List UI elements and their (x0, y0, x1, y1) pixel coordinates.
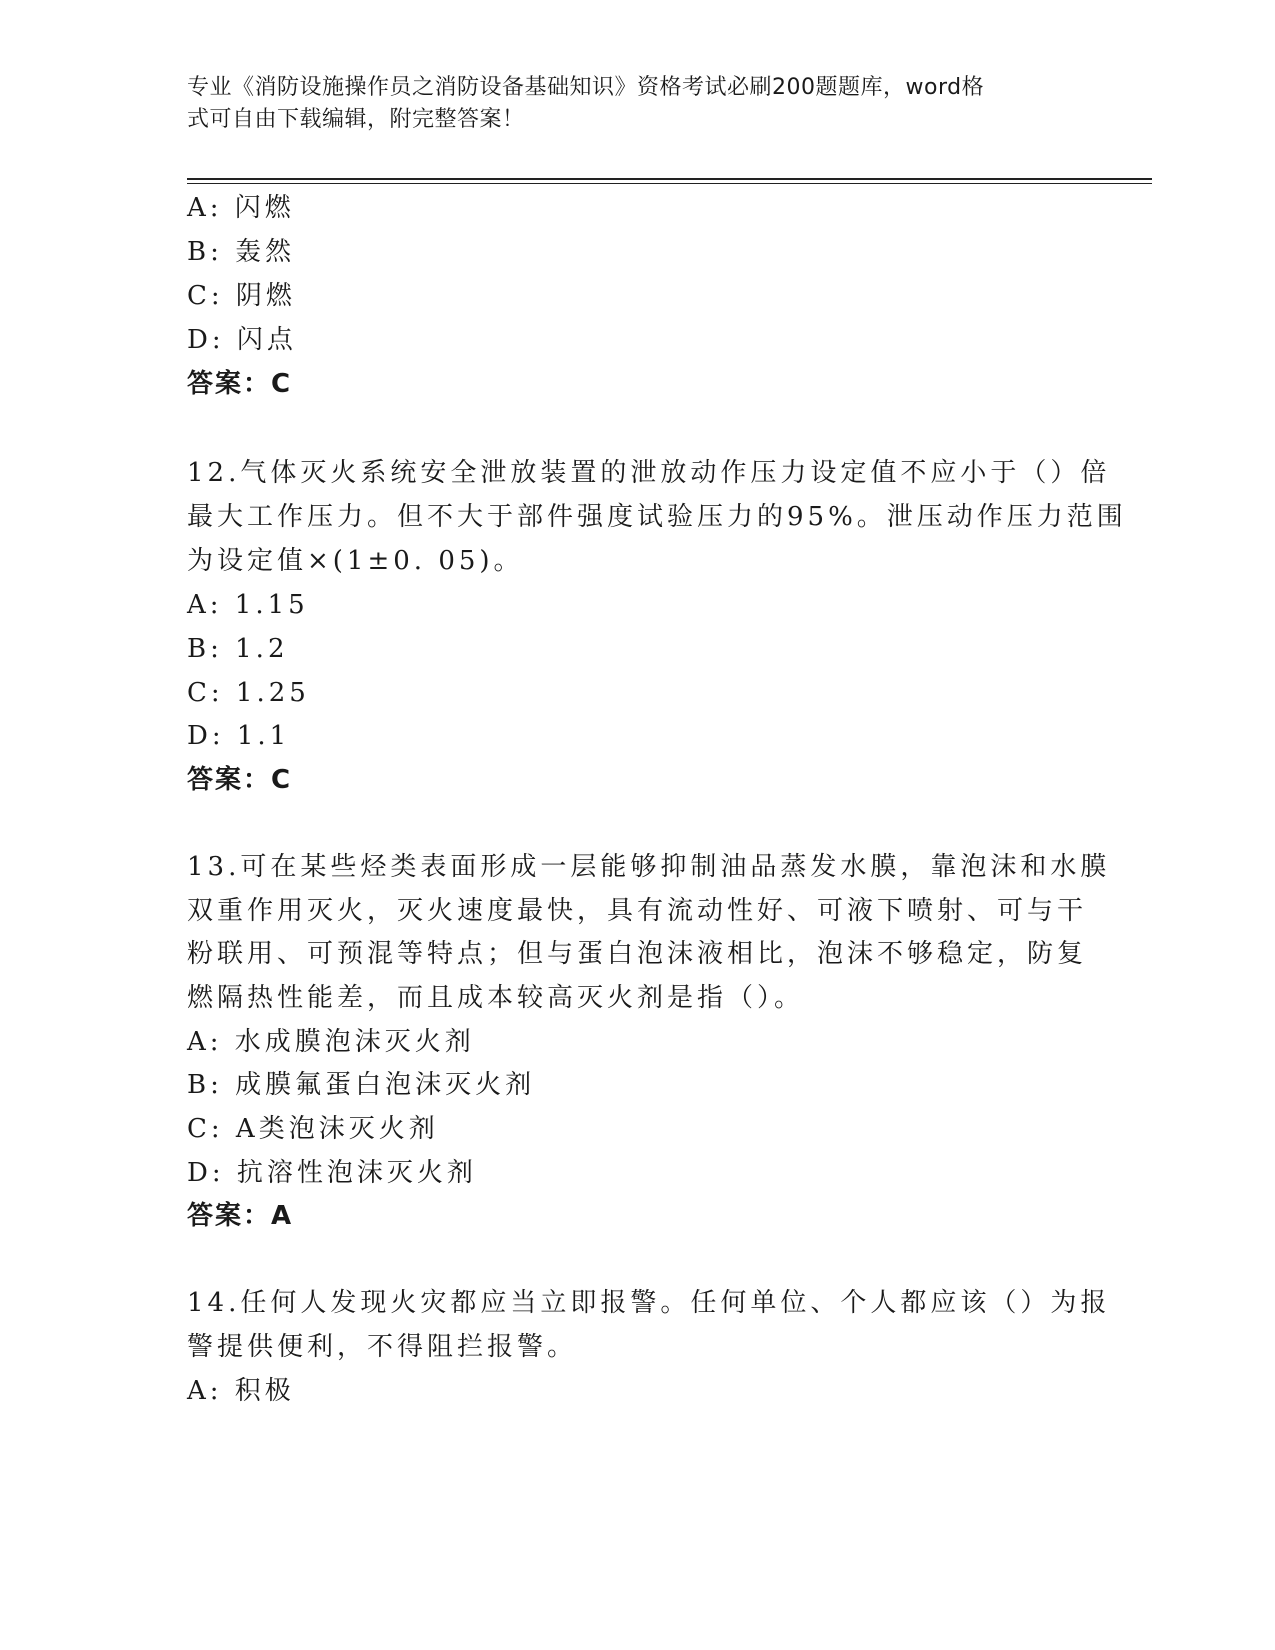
q13-stem-line-1: 13.可在某些烃类表面形成一层能够抑制油品蒸发水膜，靠泡沫和水膜 (187, 852, 1111, 882)
header-divider-thin (187, 183, 1152, 184)
q11-answer: 答案：C (187, 369, 293, 399)
q11-option-a: A: 闪燃 (187, 193, 295, 223)
q14-option-a: A: 积极 (187, 1376, 295, 1406)
q13-stem-line-2: 双重作用灭火，灭火速度最快，具有流动性好、可液下喷射、可与干 (187, 896, 1088, 926)
q12-stem-line-3: 为设定值×(1±0. 05)。 (187, 546, 524, 576)
q13-stem-line-4: 燃隔热性能差，而且成本较高灭火剂是指（）。 (187, 983, 805, 1013)
header-line-2: 式可自由下载编辑，附完整答案！ (187, 107, 525, 132)
q12-answer: 答案：C (187, 765, 293, 795)
q11-option-d: D: 闪点 (187, 325, 297, 355)
q12-option-b: B: 1.2 (187, 634, 289, 664)
q13-answer: 答案：A (187, 1201, 294, 1231)
q13-option-d: D: 抗溶性泡沫灭火剂 (187, 1158, 477, 1188)
q13-option-b: B: 成膜氟蛋白泡沫灭火剂 (187, 1070, 536, 1100)
header-divider-thick (187, 178, 1152, 180)
q12-stem-line-2: 最大工作压力。但不大于部件强度试验压力的95%。泄压动作压力范围 (187, 502, 1127, 532)
q13-option-a: A: 水成膜泡沫灭火剂 (187, 1027, 475, 1057)
q14-stem-line-1: 14.任何人发现火灾都应当立即报警。任何单位、个人都应该（）为报 (187, 1288, 1111, 1318)
q11-option-c: C: 阴燃 (187, 281, 296, 311)
document-header (187, 72, 1087, 136)
q14-stem-line-2: 警提供便利，不得阻拦报警。 (187, 1332, 578, 1362)
q11-option-b: B: 轰然 (187, 237, 296, 267)
q12-option-a: A: 1.15 (187, 590, 309, 620)
header-line-1: 专业《消防设施操作员之消防设备基础知识》资格考试必刷200题题库，word格 (187, 75, 985, 100)
q13-option-c: C: A类泡沫灭火剂 (187, 1114, 439, 1144)
q13-stem-line-3: 粉联用、可预混等特点；但与蛋白泡沫液相比，泡沫不够稳定，防复 (187, 939, 1088, 969)
q12-stem-line-1: 12.气体灭火系统安全泄放装置的泄放动作压力设定值不应小于（）倍 (187, 458, 1111, 488)
q12-option-c: C: 1.25 (187, 678, 310, 708)
q12-option-d: D: 1.1 (187, 721, 291, 751)
